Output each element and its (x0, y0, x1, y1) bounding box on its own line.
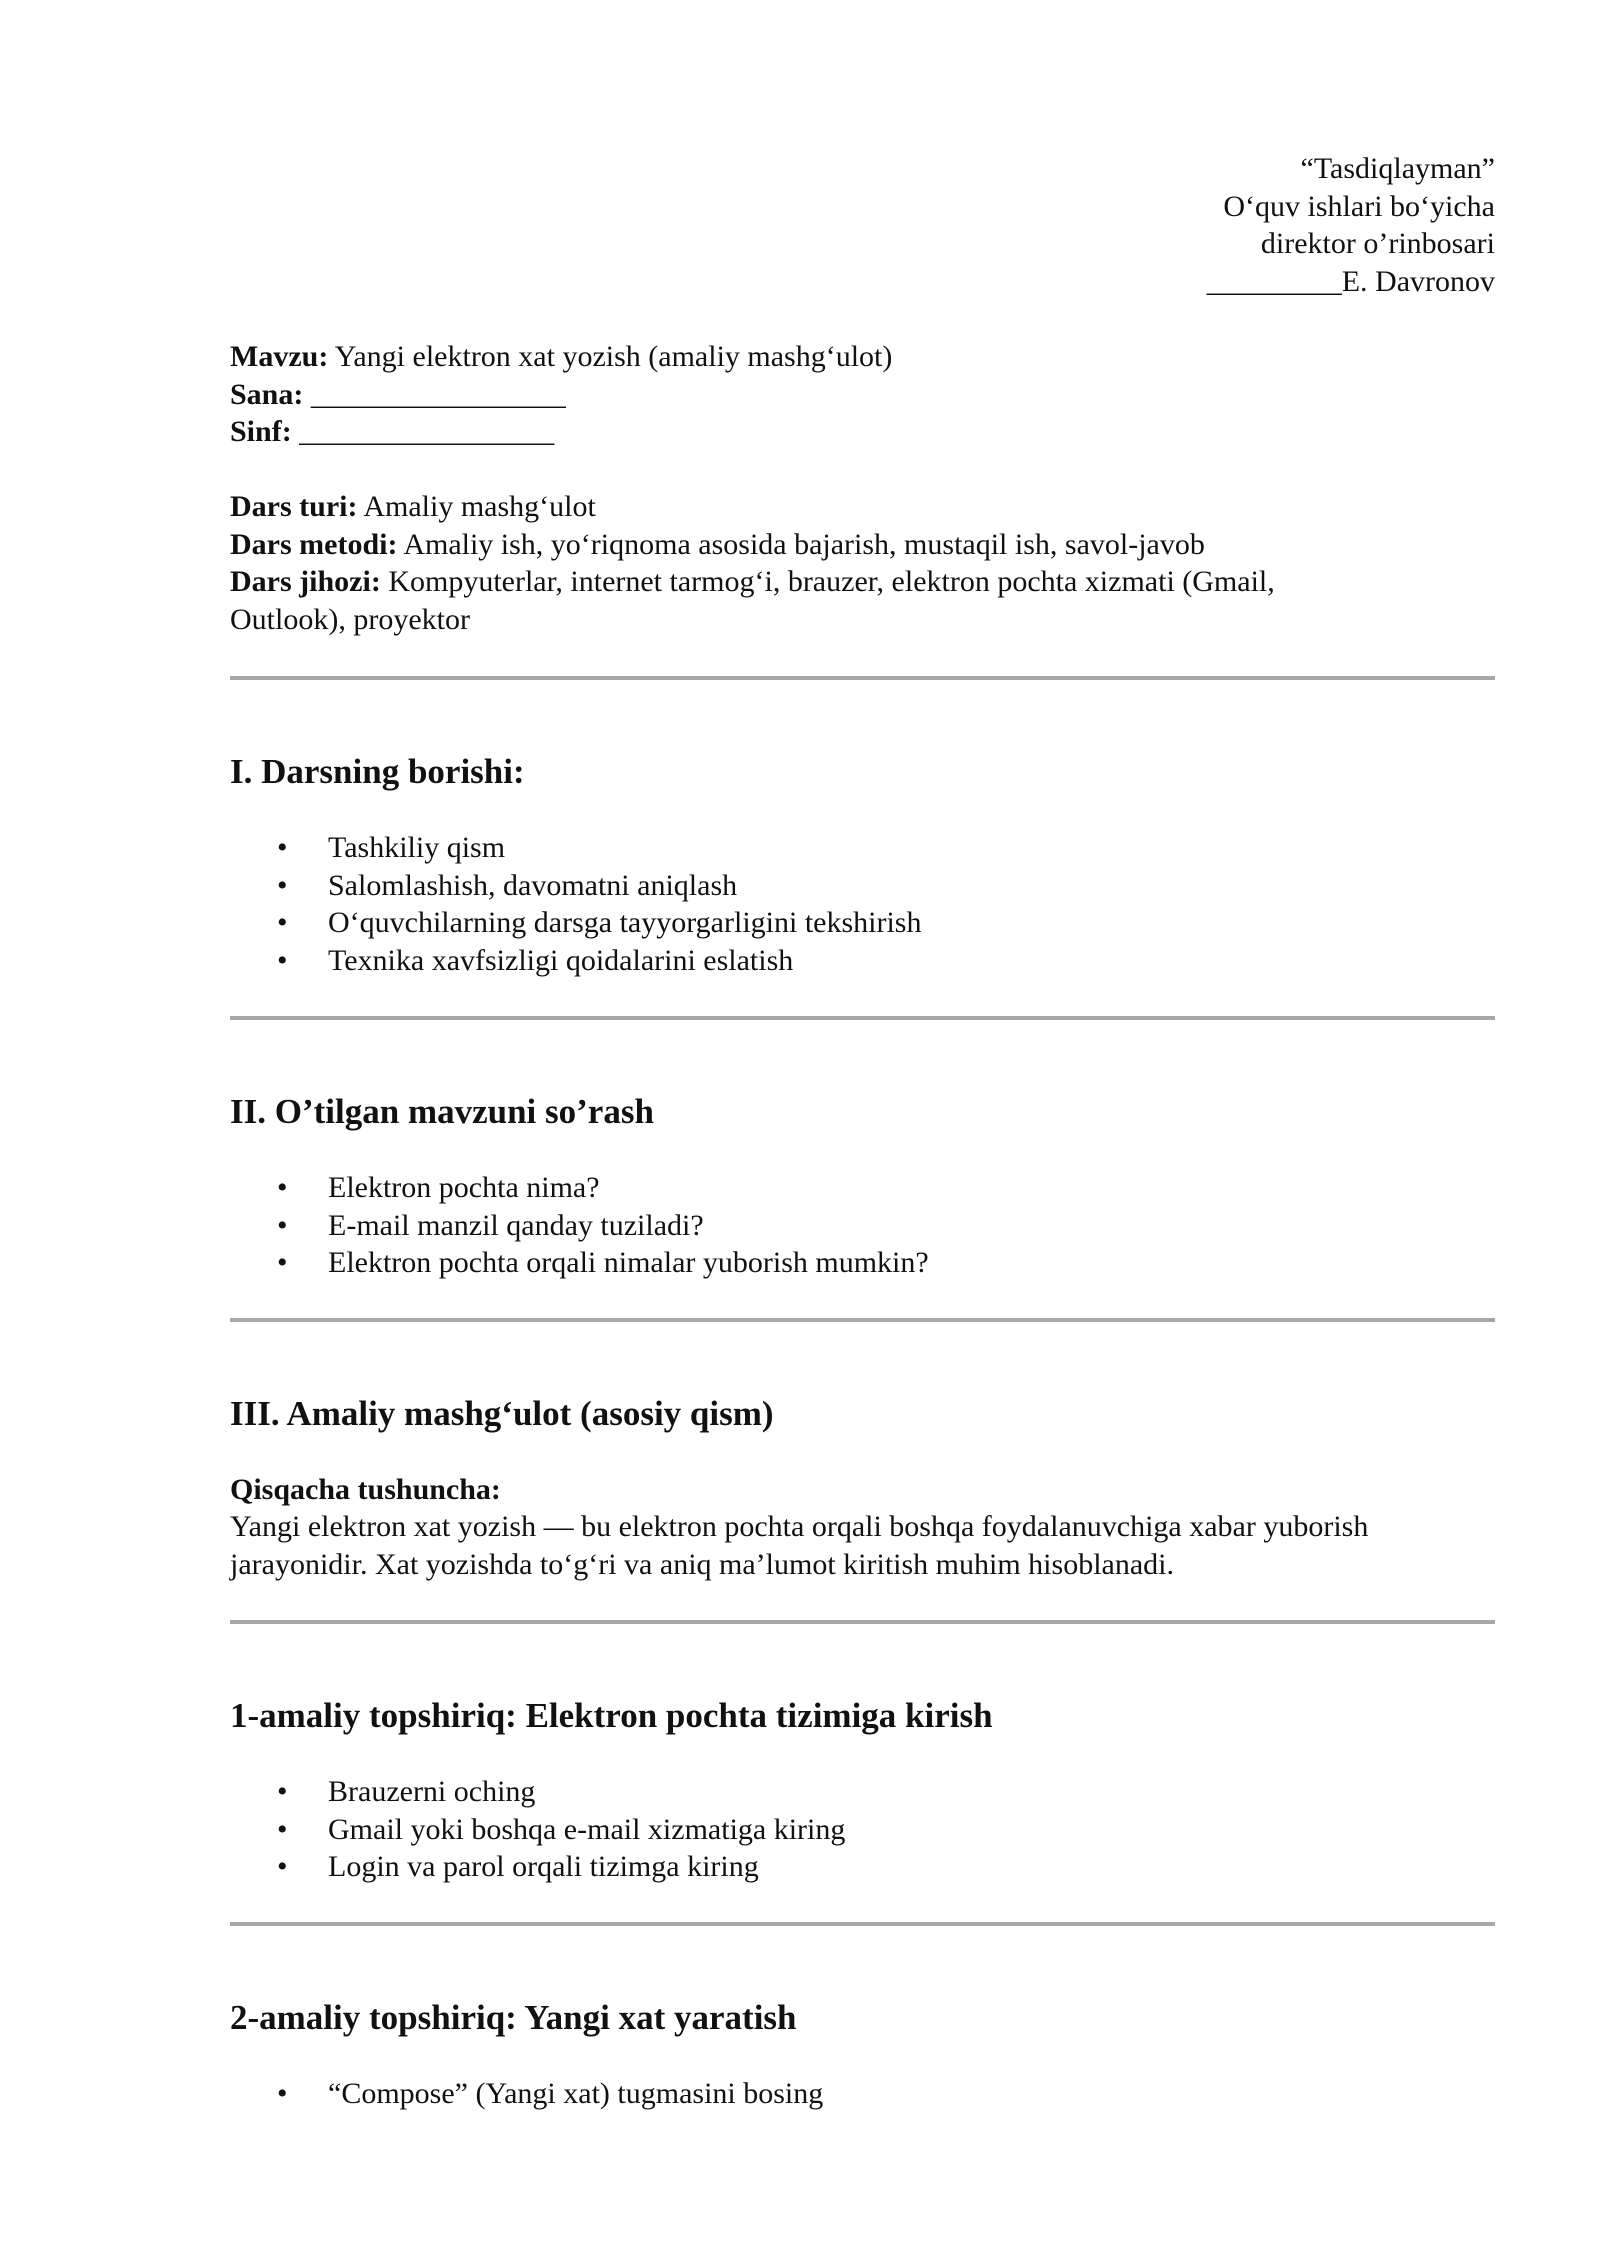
approval-title: “Tasdiqlayman” (1300, 152, 1495, 185)
class-line (230, 413, 1495, 451)
section-subtitle: Qisqacha tushuncha: (230, 1473, 501, 1506)
list-item (230, 1811, 845, 1849)
approval-block (1207, 150, 1495, 300)
section-bullets (230, 2075, 823, 2113)
list-item (230, 1848, 845, 1886)
class-value: _________________ (291, 415, 555, 448)
section-heading: 2-amaliy topshiriq: Yangi xat yaratish (230, 1998, 797, 2037)
bullet-icon: • (277, 1171, 288, 1204)
date-label: Sana: (230, 377, 304, 411)
section-paragraph: Yangi elektron xat yozish — bu elektron pochta orqali boshqa foydalanuvchiga xabar yuborish jarayonidir. Xat yozishda to‘g‘ri va aniq ma’lumot kiritish muhim hisoblanadi. (230, 1510, 1369, 1581)
section-divider (230, 1620, 1495, 1624)
section-divider (230, 676, 1495, 680)
list-item (230, 1169, 929, 1207)
list-item-text: Gmail yoki boshqa e-mail xizmatiga kiring (328, 1812, 846, 1846)
section-divider (230, 1016, 1495, 1020)
list-item (230, 942, 921, 980)
bullet-icon: • (277, 868, 288, 902)
list-item-text: Salomlashish, davomatni aniqlash (328, 868, 738, 902)
equipment-line (230, 563, 1360, 638)
method-value: Amaliy ish, yo‘riqnoma asosida bajarish, mustaqil ish, savol-javob (397, 527, 1205, 561)
date-line (230, 376, 1495, 414)
list-item-text: Brauzerni oching (328, 1775, 536, 1808)
topic-label: Mavzu: (230, 340, 329, 373)
list-item-text: Tashkiliy qism (328, 831, 506, 864)
list-item (230, 829, 921, 867)
bullet-icon: • (277, 2077, 288, 2110)
list-item (230, 2075, 823, 2113)
equipment-label: Dars jihozi: (230, 565, 381, 598)
list-item-text: Elektron pochta nima? (328, 1171, 600, 1204)
list-item (230, 1207, 929, 1245)
bullet-icon: • (277, 1775, 288, 1808)
list-item (230, 867, 921, 905)
list-item (230, 1773, 845, 1811)
section-bullets (230, 1773, 845, 1886)
section-bullets (230, 829, 921, 979)
section-heading: 1-amaliy topshiriq: Elektron pochta tizimiga kirish (230, 1696, 993, 1735)
lesson-details (230, 488, 1495, 638)
list-item-text: Login va parol orqali tizimga kiring (328, 1850, 759, 1883)
topic-line (230, 338, 1495, 376)
section-divider (230, 1318, 1495, 1322)
section-heading: II. O’tilgan mavzuni so’rash (230, 1092, 654, 1131)
list-item-text: Elektron pochta orqali nimalar yuborish mumkin? (328, 1246, 929, 1279)
section-heading: III. Amaliy mashg‘ulot (asosiy qism) (230, 1394, 774, 1433)
bullet-icon: • (277, 1812, 288, 1846)
equipment-value: Kompyuterlar, internet tarmog‘i, brauzer, elektron pochta xizmati (Gmail, Outlook), proyektor (230, 565, 1275, 636)
type-line (230, 488, 1495, 526)
section-bullets (230, 1169, 929, 1282)
list-item (230, 904, 921, 942)
type-value: Amaliy mashg‘ulot (357, 490, 596, 523)
bullet-icon: • (277, 906, 288, 939)
approval-signature: _________E. Davronov (1206, 264, 1495, 298)
type-label: Dars turi: (230, 490, 358, 523)
bullet-icon: • (277, 1208, 288, 1242)
section-divider (230, 1922, 1495, 1926)
list-item (230, 1244, 929, 1282)
bullet-icon: • (277, 1246, 288, 1279)
topic-value: Yangi elektron xat yozish (amaliy mashg‘ulot) (328, 340, 893, 373)
date-value: _________________ (303, 377, 566, 411)
method-line (230, 526, 1495, 564)
approval-position: O‘quv ishlari bo‘yicha (1223, 189, 1495, 223)
bullet-icon: • (277, 1850, 288, 1883)
list-item-text: O‘quvchilarning darsga tayyorgarligini tekshirish (328, 906, 922, 939)
method-label: Dars metodi: (230, 527, 398, 561)
list-item-text: E-mail manzil qanday tuziladi? (328, 1208, 704, 1242)
lesson-meta (230, 338, 1495, 451)
section-heading: I. Darsning borishi: (230, 752, 525, 791)
bullet-icon: • (277, 831, 288, 864)
class-label: Sinf: (230, 415, 292, 448)
list-item-text: “Compose” (Yangi xat) tugmasini bosing (328, 2077, 824, 2110)
list-item-text: Texnika xavfsizligi qoidalarini eslatish (328, 943, 794, 977)
bullet-icon: • (277, 943, 288, 977)
approval-role: direktor o’rinbosari (1260, 227, 1495, 260)
